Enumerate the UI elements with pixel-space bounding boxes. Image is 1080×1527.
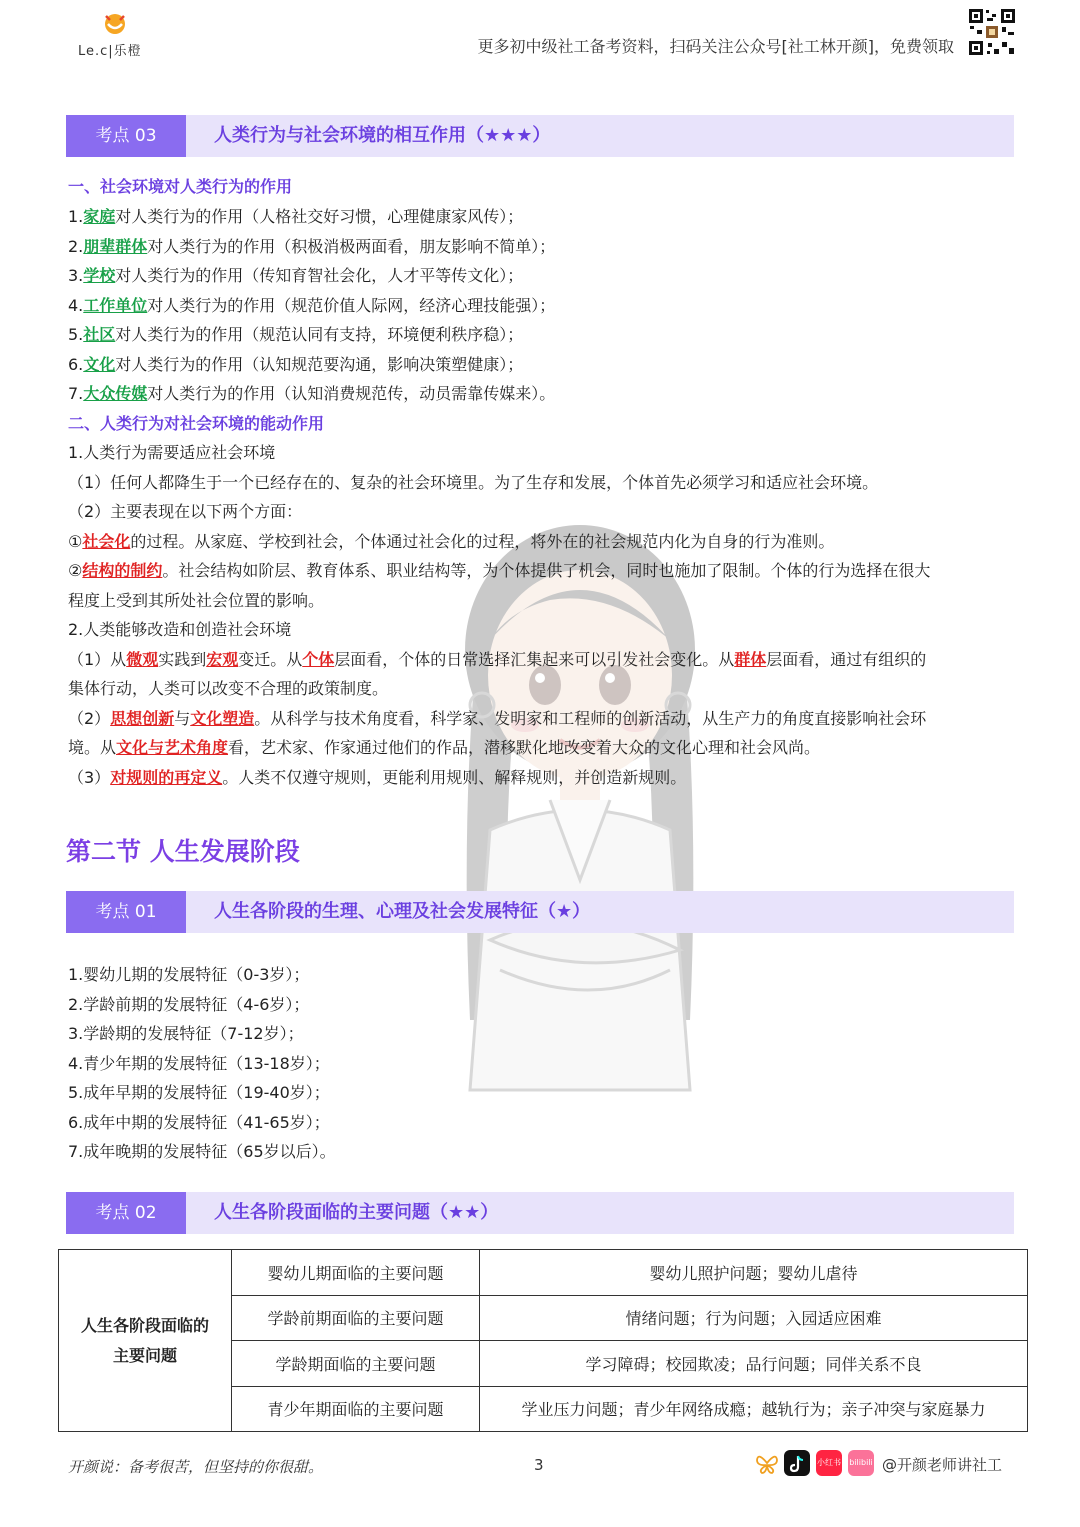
table-cell-stage: 青少年期面临的主要问题 [232, 1386, 480, 1432]
table-cell-problems: 婴幼儿照护问题；婴幼儿虐待 [480, 1250, 1028, 1296]
paragraph: 1.人类行为需要适应社会环境 [68, 443, 276, 462]
list-item: 1.家庭对人类行为的作用（人格社交好习惯，心理健康家风传）； [68, 207, 524, 226]
table-row [59, 1250, 1028, 1296]
list-item: 3.学校对人类行为的作用（传知育智社会化，人才平等传文化）； [68, 266, 524, 285]
page-header [0, 0, 1080, 70]
social-handle: @开颜老师讲社工 [882, 1456, 1003, 1474]
page-number: 3 [534, 1456, 544, 1474]
stage-item: 1.婴幼儿期的发展特征（0-3岁）； [68, 965, 310, 984]
paragraph: （2）思想创新与文化塑造。从科学与技术角度看，科学家、发明家和工程师的创新活动，从生产力的角度直接影响社会环 [68, 709, 927, 728]
qr-code-icon [968, 8, 1016, 56]
list-item: 2.朋辈群体对人类行为的作用（积极消极两面看，朋友影响不简单）； [68, 237, 556, 256]
table-cell-problems: 情绪问题；行为问题；入园适应困难 [480, 1295, 1028, 1341]
footer-slogan: 开颜说：备考很苦，但坚持的你很甜。 [68, 1458, 324, 1476]
logo-text: Le.c|乐橙 [78, 44, 142, 59]
kaodian-tag: 考点 02 [66, 1192, 186, 1234]
paragraph: ①社会化的过程。从家庭、学校到社会，个体通过社会化的过程，将外在的社会规范内化为自身的行为准则。 [68, 532, 835, 551]
paragraph: （2）主要表现在以下两个方面： [68, 502, 303, 521]
list-item: 5.社区对人类行为的作用（规范认同有支持，环境便利秩序稳）； [68, 325, 524, 344]
brand-logo [78, 12, 158, 60]
stage-item: 2.学龄前期的发展特征（4-6岁）； [68, 995, 310, 1014]
table-row-header: 人生各阶段面临的 主要问题 [59, 1250, 232, 1432]
list-item: 7.大众传媒对人类行为的作用（认知消费规范传，动员需靠传媒来）。 [68, 384, 556, 403]
paragraph: 集体行动，人类可以改变不合理的政策制度。 [68, 679, 389, 698]
kaodian-header-01 [66, 891, 1014, 933]
logo-sun-icon [100, 12, 130, 36]
list-item: 4.工作单位对人类行为的作用（规范价值人际网，经济心理技能强）； [68, 296, 556, 315]
paragraph: 境。从文化与艺术角度看，艺术家、作家通过他们的作品，潜移默化地改变着大众的文化心理和社会风尚。 [68, 738, 821, 757]
kaodian-title: 人生各阶段的生理、心理及社会发展特征（★） [214, 901, 591, 922]
kaodian-header-03 [66, 115, 1014, 157]
problems-table [58, 1249, 1028, 1432]
stage-item: 7.成年晚期的发展特征（65岁以后）。 [68, 1142, 336, 1161]
stage-item: 5.成年早期的发展特征（19-40岁）； [68, 1083, 330, 1102]
kaodian-tag: 考点 01 [66, 891, 186, 933]
subheading-2: 二、人类行为对社会环境的能动作用 [68, 414, 325, 433]
stage-item: 6.成年中期的发展特征（41-65岁）； [68, 1113, 330, 1132]
section-title: 第二节 人生发展阶段 [66, 837, 300, 866]
paragraph: （1）从微观实践到宏观变迁。从个体层面看，个体的日常选择汇集起来可以引发社会变化。从群体层面看，通过有组织的 [68, 650, 927, 669]
paragraph: 2.人类能够改造和创造社会环境 [68, 620, 292, 639]
teacher-watermark-illustration [400, 500, 760, 1100]
subheading-1: 一、社会环境对人类行为的作用 [68, 177, 293, 196]
stage-item: 3.学龄期的发展特征（7-12岁）； [68, 1024, 304, 1043]
paragraph: （1）任何人都降生于一个已经存在的、复杂的社会环境里。为了生存和发展，个体首先必须学习和适应社会环境。 [68, 473, 879, 492]
kaodian-title: 人类行为与社会环境的相互作用（★★★） [214, 125, 551, 146]
header-note: 更多初中级社工备考资料，扫码关注公众号[社工林开颜]，免费领取 [477, 37, 954, 56]
table-cell-problems: 学业压力问题；青少年网络成瘾；越轨行为；亲子冲突与家庭暴力 [480, 1386, 1028, 1432]
bilibili-icon[interactable]: bilibili [848, 1450, 874, 1476]
kaodian-title: 人生各阶段面临的主要问题（★★） [214, 1202, 499, 1223]
table-cell-stage: 学龄前期面临的主要问题 [232, 1295, 480, 1341]
kaodian-header-02 [66, 1192, 1014, 1234]
table-cell-problems: 学习障碍；校园欺凌；品行问题；同伴关系不良 [480, 1341, 1028, 1387]
butterfly-icon[interactable] [754, 1450, 780, 1476]
stage-item: 4.青少年期的发展特征（13-18岁）； [68, 1054, 330, 1073]
list-item: 6.文化对人类行为的作用（认知规范要沟通，影响决策塑健康）； [68, 355, 524, 374]
xiaohongshu-icon[interactable]: 小红书 [816, 1450, 842, 1476]
table-cell-stage: 婴幼儿期面临的主要问题 [232, 1250, 480, 1296]
table-cell-stage: 学龄期面临的主要问题 [232, 1341, 480, 1387]
tiktok-icon[interactable] [784, 1450, 810, 1476]
paragraph: 程度上受到其所处社会位置的影响。 [68, 591, 325, 610]
kaodian-tag: 考点 03 [66, 115, 186, 157]
paragraph: ②结构的制约。社会结构如阶层、教育体系、职业结构等，为个体提供了机会，同时也施加了限制。个体的行为选择在很大 [68, 561, 931, 580]
paragraph: （3）对规则的再定义。人类不仅遵守规则，更能利用规则、解释规则，并创造新规则。 [68, 768, 687, 787]
